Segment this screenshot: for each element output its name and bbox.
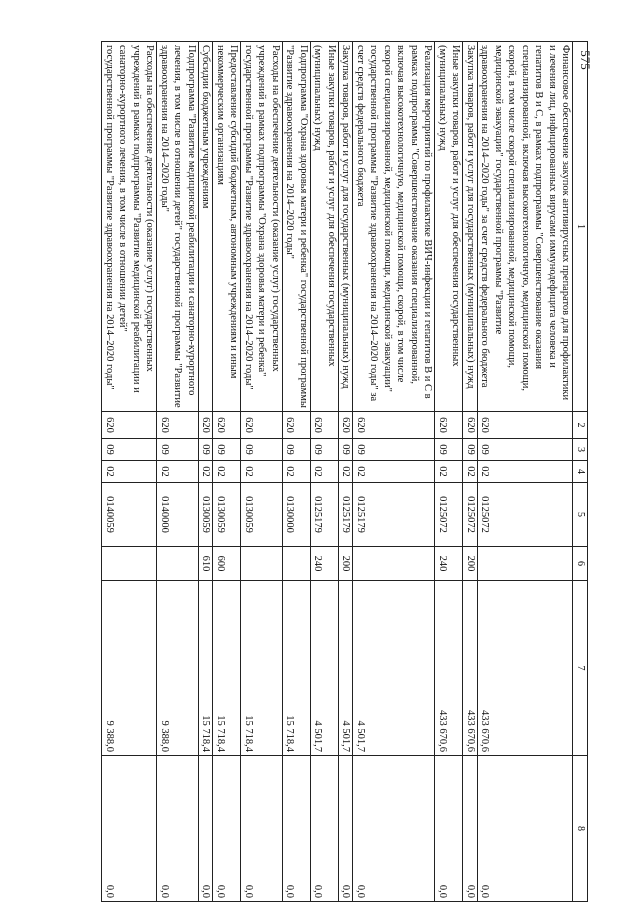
expense-type-code: 200 [339,547,354,581]
amount-value: 15 718,4 [199,581,214,756]
expense-type-code [283,547,311,581]
section-code: 09 [241,439,283,461]
ministry-code: 620 [478,412,574,439]
expense-type-code: 610 [199,547,214,581]
target-article-code: 0125072 [478,483,574,547]
rotated-page [88,41,588,901]
item-name: Закупка товаров, работ и услуг для государственных (муниципальных) нужд [463,42,478,412]
expense-type-code: 600 [213,547,241,581]
ministry-code: 620 [353,412,435,439]
amount-value: 433 670,6 [478,581,574,756]
table-body [102,42,573,902]
subsection-code: 02 [311,461,339,483]
expense-type-code [241,547,283,581]
table-row [157,42,199,902]
table-row [463,42,478,902]
table-row [435,42,463,902]
ministry-code: 620 [283,412,311,439]
column-number: 3 [573,439,588,461]
target-article-code: 0125179 [353,483,435,547]
amount-value: 0,0 [353,756,435,902]
column-number: 6 [573,547,588,581]
section-code: 09 [339,439,354,461]
table-row [102,42,157,902]
amount-value: 0,0 [435,756,463,902]
expense-type-code: 200 [463,547,478,581]
budget-table [102,41,589,902]
section-code: 09 [157,439,199,461]
item-name: Иные закупки товаров, работ и услуг для обеспечения государственных (муниципальных) нужд [435,42,463,412]
amount-value: 0,0 [283,756,311,902]
item-name: Подпрограмма "Развитие медицинской реабилитации и санаторно-курортного лечения, в том числе в отношении детей" государственной программы "Развитие здравоохранения на 2014–2020 годы" [157,42,199,412]
section-code: 09 [311,439,339,461]
target-article-code: 0140000 [157,483,199,547]
ministry-code: 620 [463,412,478,439]
table-row [213,42,241,902]
column-number-row [573,42,588,902]
subsection-code: 02 [157,461,199,483]
subsection-code: 02 [478,461,574,483]
section-code: 09 [435,439,463,461]
target-article-code: 0125179 [311,483,339,547]
amount-value: 4 501,7 [339,581,354,756]
amount-value: 0,0 [241,756,283,902]
amount-value: 9 388,0 [157,581,199,756]
amount-value: 0,0 [339,756,354,902]
amount-value: 4 501,7 [311,581,339,756]
column-number: 8 [573,756,588,902]
ministry-code: 620 [157,412,199,439]
section-code: 09 [102,439,157,461]
ministry-code: 620 [199,412,214,439]
amount-value: 0,0 [463,756,478,902]
expense-type-code: 240 [435,547,463,581]
expense-type-code [478,547,574,581]
amount-value: 433 670,6 [463,581,478,756]
expense-type-code [353,547,435,581]
subsection-code: 02 [283,461,311,483]
target-article-code: 0130059 [241,483,283,547]
expense-type-code [102,547,157,581]
item-name: Иные закупки товаров, работ и услуг для обеспечения государственных (муниципальных) нужд [311,42,339,412]
ministry-code: 620 [339,412,354,439]
subsection-code: 02 [241,461,283,483]
expense-type-code: 240 [311,547,339,581]
target-article-code: 0125072 [463,483,478,547]
table-row [283,42,311,902]
section-code: 09 [478,439,574,461]
amount-value: 0,0 [478,756,574,902]
ministry-code: 620 [213,412,241,439]
amount-value: 0,0 [213,756,241,902]
amount-value: 0,0 [102,756,157,902]
amount-value: 0,0 [157,756,199,902]
item-name: Расходы на обеспечение деятельности (оказание услуг) государственных учреждений в рамках подпрограммы "Охрана здоровья матери и ребенка" государственной программы "Развитие здравоохранения на 2014–2020 годы" [241,42,283,412]
amount-value: 4 501,7 [353,581,435,756]
item-name: Расходы на обеспечение деятельности (оказание услуг) государственных учреждений в рамках подпрограммы "Развитие медицинской реабилитации и санаторно-курортного лечения, в том числе в отношении детей" государственной программы "Развитие здравоохранения на 2014–2020 годы" [102,42,157,412]
target-article-code: 0125179 [339,483,354,547]
table-row [353,42,435,902]
table-row [339,42,354,902]
amount-value: 9 388,0 [102,581,157,756]
table-row [241,42,283,902]
subsection-code: 02 [199,461,214,483]
expense-type-code [157,547,199,581]
amount-value: 15 718,4 [213,581,241,756]
target-article-code: 0140059 [102,483,157,547]
amount-value: 0,0 [311,756,339,902]
table-row [311,42,339,902]
subsection-code: 02 [102,461,157,483]
ministry-code: 620 [311,412,339,439]
amount-value: 15 718,4 [241,581,283,756]
table-row [199,42,214,902]
column-number: 1 [573,42,588,412]
amount-value: 0,0 [199,756,214,902]
target-article-code: 0130000 [283,483,311,547]
subsection-code: 02 [435,461,463,483]
subsection-code: 02 [339,461,354,483]
table-row [478,42,574,902]
target-article-code: 0130059 [213,483,241,547]
section-code: 09 [199,439,214,461]
item-name: Реализация мероприятий по профилактике ВИЧ-инфекции и гепатитов В и С в рамках подпрограммы "Совершенствование оказания специализированной, включая высокотехнологичную, медицинской помощи, скорой, в том числе скорой специализированной, медицинской помощи, медицинской эвакуации" государственной программы "Развитие здравоохранения на 2014–2020 годы" за счет средств федерального бюджета [353,42,435,412]
item-name: Финансовое обеспечение закупок антивирусных препаратов для профилактики и лечения лиц, инфицированных вирусами иммунодефицита человека и гепатитов В и С, в рамках подпрограммы "Совершенствование оказания специализированной, включая высокотехнологичную, медицинской помощи, скорой, в том числе скорой специализированной, медицинской помощи, медицинской эвакуации" государственной программы "Развитие здравоохранения на 2014–2020 годы" за счет средств федерального бюджета [478,42,574,412]
section-code: 09 [353,439,435,461]
column-number: 2 [573,412,588,439]
subsection-code: 02 [463,461,478,483]
column-number: 5 [573,483,588,547]
subsection-code: 02 [213,461,241,483]
item-name: Субсидии бюджетным учреждениям [199,42,214,412]
section-code: 09 [463,439,478,461]
section-code: 09 [213,439,241,461]
item-name: Предоставление субсидий бюджетным, автономным учреждениям и иным некоммерческим организациям [213,42,241,412]
ministry-code: 620 [435,412,463,439]
target-article-code: 0125072 [435,483,463,547]
subsection-code: 02 [353,461,435,483]
item-name: Подпрограмма "Охрана здоровья матери и ребенка" государственной программы "Развитие здравоохранения на 2014–2020 годы" [283,42,311,412]
section-code: 09 [283,439,311,461]
amount-value: 15 718,4 [283,581,311,756]
ministry-code: 620 [102,412,157,439]
ministry-code: 620 [241,412,283,439]
column-number: 4 [573,461,588,483]
amount-value: 433 670,6 [435,581,463,756]
column-number: 7 [573,581,588,756]
target-article-code: 0130059 [199,483,214,547]
item-name: Закупка товаров, работ и услуг для государственных (муниципальных) нужд [339,42,354,412]
page-number: 575 [578,50,593,70]
